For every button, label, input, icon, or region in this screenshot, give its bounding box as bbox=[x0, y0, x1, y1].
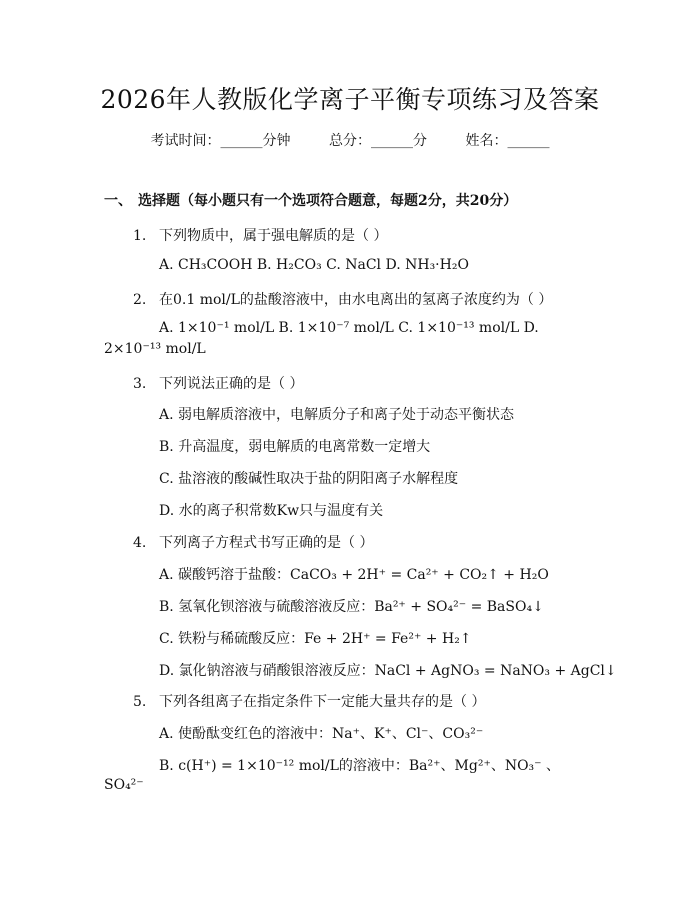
question-5-option-b-cont: SO₄²⁻ bbox=[104, 777, 144, 793]
question-number: 5. bbox=[133, 694, 147, 710]
question-1-options: A. CH₃COOH B. H₂CO₃ C. NaCl D. NH₃·H₂O bbox=[159, 257, 469, 273]
question-5-option-b: B. c(H⁺) = 1×10⁻¹² mol/L的溶液中：Ba²⁺、Mg²⁺、NO₃⁻ 、 bbox=[159, 758, 561, 774]
page-title: 2026年人教版化学离子平衡专项练习及答案 bbox=[100, 85, 600, 114]
question-2 bbox=[133, 289, 552, 309]
question-stem: 下列各组离子在指定条件下一定能大量共存的是（ ） bbox=[159, 694, 486, 710]
question-4-option-c: C. 铁粉与稀硫酸反应：Fe + 2H⁺ = Fe²⁺ + H₂↑ bbox=[159, 631, 472, 647]
total-score: 总分：______分 bbox=[329, 133, 427, 149]
question-3 bbox=[133, 373, 303, 393]
student-name: 姓名：______ bbox=[465, 133, 550, 149]
question-stem: 下列物质中，属于强电解质的是（ ） bbox=[159, 228, 388, 244]
question-stem: 下列离子方程式书写正确的是（ ） bbox=[159, 535, 374, 551]
question-5-option-a: A. 使酚酞变红色的溶液中：Na⁺、K⁺、Cl⁻、CO₃²⁻ bbox=[159, 726, 484, 742]
question-4-option-b: B. 氢氧化钡溶液与硫酸溶液反应：Ba²⁺ + SO₄²⁻ = BaSO₄↓ bbox=[159, 599, 544, 615]
section-title: 选择题（每小题只有一个选项符合题意，每题2分，共20分） bbox=[138, 193, 518, 209]
exam-time: 考试时间：______分钟 bbox=[150, 133, 291, 149]
question-3-option-d: D. 水的离子积常数Kw只与温度有关 bbox=[159, 503, 384, 519]
question-2-options-cont: 2×10⁻¹³ mol/L bbox=[104, 341, 206, 357]
question-4-option-d: D. 氯化钠溶液与硝酸银溶液反应：NaCl + AgNO₃ = NaNO₃ + AgCl↓ bbox=[159, 663, 617, 679]
question-stem: 下列说法正确的是（ ） bbox=[159, 376, 304, 392]
question-5 bbox=[133, 691, 485, 711]
question-number: 2. bbox=[133, 292, 147, 308]
section-heading bbox=[104, 190, 517, 210]
exam-info bbox=[0, 130, 700, 150]
question-4 bbox=[133, 532, 373, 552]
question-3-option-b: B. 升高温度，弱电解质的电离常数一定增大 bbox=[159, 439, 431, 455]
question-1 bbox=[133, 225, 387, 245]
section-number: 一、 bbox=[104, 193, 132, 209]
question-stem: 在0.1 mol/L的盐酸溶液中，由水电离出的氢离子浓度约为（ ） bbox=[159, 292, 553, 308]
question-4-option-a: A. 碳酸钙溶于盐酸：CaCO₃ + 2H⁺ = Ca²⁺ + CO₂↑ + H₂O bbox=[159, 567, 549, 583]
question-3-option-a: A. 弱电解质溶液中，电解质分子和离子处于动态平衡状态 bbox=[159, 407, 515, 423]
question-number: 3. bbox=[133, 376, 147, 392]
question-number: 4. bbox=[133, 535, 147, 551]
question-number: 1. bbox=[133, 228, 147, 244]
question-3-option-c: C. 盐溶液的酸碱性取决于盐的阴阳离子水解程度 bbox=[159, 471, 459, 487]
question-2-options: A. 1×10⁻¹ mol/L B. 1×10⁻⁷ mol/L C. 1×10⁻¹³ mol/L D. bbox=[159, 320, 539, 336]
